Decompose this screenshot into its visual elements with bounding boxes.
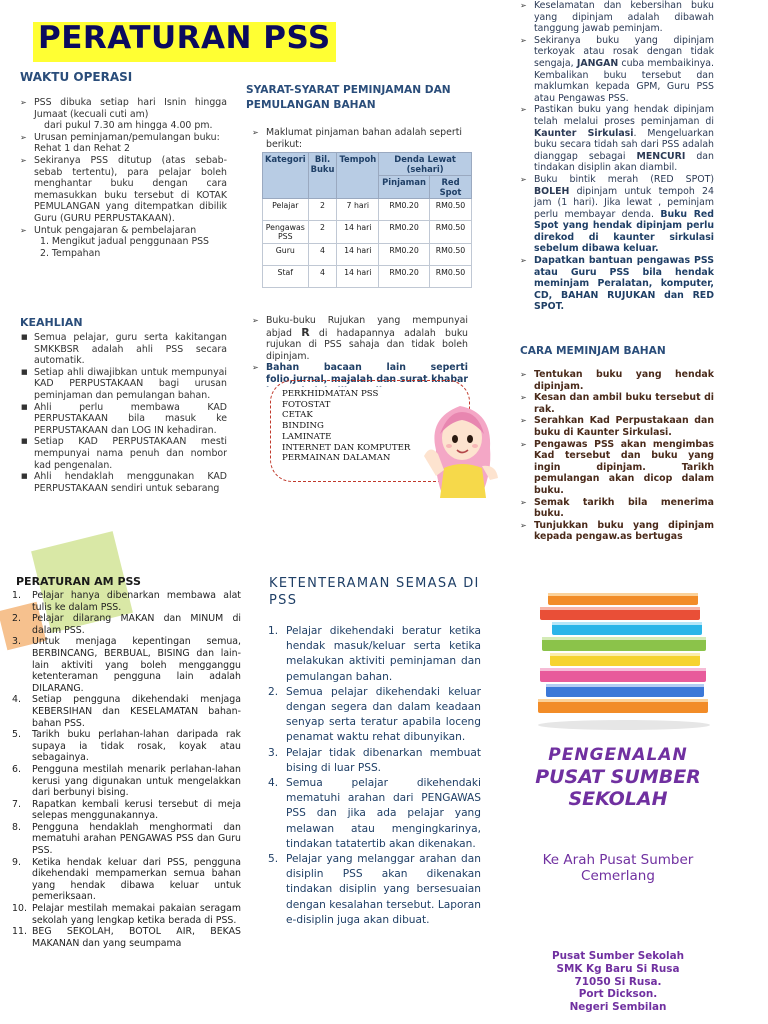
services-list <box>282 389 410 464</box>
list-item: ➢ Buku-buku Rujukan yang mempunyai abjad R di hadapannya adalah buku rujukan di PSS sahaja dan tidak boleh dipinjam. <box>252 315 468 362</box>
syarat-heading: SYARAT-SYARAT PEMINJAMAN DAN PEMULANGAN BAHAN <box>246 84 451 111</box>
list-item: ➢ PSS dibuka setiap hari Isnin hingga Jumaat (kecuali cuti am) dari pukul 7.30 am hingga 4.00 pm. <box>20 97 227 132</box>
table-row: Pengawas PSS 2 14 hari RM0.20 RM0.50 <box>263 221 472 244</box>
list-item: Ketika hendak keluar dari PSS, pengguna dikehendaki mempamerkan semua bahan yang hendak dibawa keluar untuk pemeriksaan. <box>32 856 241 903</box>
service-item: PERMAINAN DALAMAN <box>282 453 391 464</box>
list-item: ➢ Bahan bacaan lain seperti folio,jurnal, majalah dan surat khabar <box>252 362 468 387</box>
cara-heading: CARA MEMINJAM BAHAN <box>520 345 666 357</box>
list-item: ■ Ahli perlu membawa KAD PERPUSTAKAAN bila masuk ke PERPUSTAKAAN dan LOG IN kehadiran. <box>20 402 227 437</box>
keahlian-heading: KEAHLIAN <box>20 316 83 329</box>
table-header: Denda Lewat (sehari) <box>379 153 472 176</box>
list-item: Untuk menjaga kepentingan semua, BERBINCANG, BERBUAL, BISING dan lain-lain aktiviti yang boleh mengganggu ketenteraman pengguna lain adalah DILARANG. <box>32 636 241 694</box>
list-item: BEG SEKOLAH, BOTOL AIR, BEKAS MAKANAN dan yang seumpama <box>32 926 241 949</box>
list-item: ➢ Tentukan buku yang hendak dipinjam. <box>520 369 714 392</box>
table-header: Tempoh <box>337 153 379 199</box>
list-item: ➢ Sekiranya buku yang dipinjam terkoyak atau rosak dengan tidak sengaja, JANGAN cuba membaikinya. Kembalikan buku tersebut dan maklumkan kepada GPM, Guru PSS atau Pengawas PSS. <box>520 35 714 105</box>
list-item: ➢ Keselamatan dan kebersihan buku yang dipinjam adalah dibawah tanggung jawab peminjam. <box>520 0 714 35</box>
cara-list <box>520 369 714 543</box>
list-item: ➢ Kesan dan ambil buku tersebut di rak. <box>520 392 714 415</box>
list-item: Setiap pengguna dikehendaki menjaga KEBERSIHAN dan KESELAMATAN bahan-bahan PSS. <box>32 694 241 729</box>
table-header: Pinjaman <box>379 176 430 199</box>
address-block: Pusat Sumber Sekolah SMK Kg Baru Si Rusa 71050 Si Rusa. Port Dickson. Negeri Sembilan <box>552 950 684 1014</box>
list-item: Pelajar tidak dibenarkan membuat bising di luar PSS. <box>286 746 481 774</box>
list-item: ➢ Untuk pengajaran & pembelajaran 1. Mengikut jadual penggunaan PSS 2. Tempahan <box>20 225 227 260</box>
list-item: ■ Ahli hendaklah menggunakan KAD PERPUSTAKAAN sendiri untuk sebarang <box>20 471 227 494</box>
service-item: CETAK <box>282 410 313 421</box>
list-item: ➢ Urusan peminjaman/pemulangan buku: Rehat 1 dan Rehat 2 <box>20 132 227 155</box>
col3-rules <box>520 0 714 313</box>
service-item: INTERNET DAN KOMPUTER <box>282 442 411 453</box>
list-item: Pengguna mestilah menarik perlahan-lahan kerusi yang digunakan untuk mengelakkan dari berbunyi bising. <box>32 763 241 799</box>
list-item: ➢ Pastikan buku yang hendak dipinjam telah melalui proses peminjaman di Kaunter Sirkulasi. Mengeluarkan buku secara tidah sah dari PSS adalah dianggap sebagai MENCURI dan tindakan disiplin akan diambil. <box>520 104 714 174</box>
table-row: Guru 4 14 hari RM0.20 RM0.50 <box>263 244 472 266</box>
book-stack-illustration <box>534 585 716 735</box>
service-item: BINDING <box>282 421 324 432</box>
services-title: PERKHIDMATAN PSS <box>282 389 379 399</box>
list-item: ➢ Semak tarikh bila menerima buku. <box>520 497 714 520</box>
girl-mascot-illustration <box>420 398 502 502</box>
brand-line3: SEKOLAH <box>568 788 668 810</box>
waktu-heading: WAKTU OPERASI <box>20 70 133 84</box>
list-item: ■ Setiap ahli diwajibkan untuk mempunyai KAD PERPUSTAKAAN bagi urusan peminjaman dan pemulangan bahan. <box>20 367 227 402</box>
syarat-intro <box>252 127 462 150</box>
am-list <box>12 590 241 949</box>
list-item: Pelajar dikehendaki beratur ketika hendak masuk/keluar serta ketika melakukan aktiviti peminjaman dan pemulangan bahan. <box>286 625 481 683</box>
table-header: Bil. Buku <box>308 153 337 199</box>
keahlian-list <box>20 332 227 519</box>
brand-title <box>520 744 716 810</box>
list-item: ➢ Buku bintik merah (RED SPOT) BOLEH dipinjam untuk tempoh 24 jam (1 hari). Jika lewat , peminjam perlu membayar denda. Buku Red Spot yang hendak dipinjam perlu direkod di kaunter sirkulasi sebelum dibawa keluar. <box>520 174 714 255</box>
table-row: Pelajar 2 7 hari RM0.20 RM0.50 <box>263 199 472 221</box>
table-header: Red Spot <box>430 176 472 199</box>
loan-table <box>262 152 472 288</box>
list-item: Pelajar mestilah memakai pakaian seragam sekolah yang lengkap ketika berada di PSS. <box>32 903 241 926</box>
list-item: Pelajar hanya dibenarkan membawa alat tulis ke dalam PSS. <box>32 590 241 613</box>
list-item: ➢ Serahkan Kad Perpustakaan dan buku di Kaunter Sirkulasi. <box>520 415 714 438</box>
brand-line1: PENGENALAN <box>548 745 688 765</box>
table-row: Staf 4 14 hari RM0.20 RM0.50 <box>263 266 472 288</box>
table-header: Kategori <box>263 153 309 199</box>
list-item: ➢ Dapatkan bantuan pengawas PSS atau Guru PSS bila hendak meminjam Peralatan, komputer, CD, BAHAN RUJUKAN dan RED SPOT. <box>520 255 714 313</box>
waktu-list <box>20 97 227 259</box>
service-item: FOTOSTAT <box>282 399 331 410</box>
ketenteraman-heading: KETENTERAMAN SEMASA DI PSS <box>269 576 480 608</box>
list-item: ■ Setiap KAD PERPUSTAKAAN mesti mempunyai nama penuh dan nombor kad pengenalan. <box>20 436 227 471</box>
list-item: Pelajar yang melanggar arahan dan disiplin PSS akan dikenakan tindakan disiplin yang bersesuaian dengan kesalahan tersebut. Laporan e-disiplin juga akan dibuat. <box>286 853 481 926</box>
page-title: PERATURAN PSS <box>38 20 331 56</box>
list-item: ■ Semua pelajar, guru serta kakitangan SMKKBSR adalah ahli PSS secara automatik. <box>20 332 227 367</box>
ketenteraman-list <box>268 624 481 928</box>
list-item: Pelajar dilarang MAKAN dan MINUM di dalam PSS. <box>32 613 241 636</box>
am-heading: PERATURAN AM PSS <box>16 575 141 588</box>
list-item: Semua pelajar dikehendaki keluar dengan segera dan dalam keadaan senyap serta teratur apabila loceng penamat waktu rehat dibunyikan. <box>286 685 481 744</box>
list-item: ➢ Pengawas PSS akan mengimbas Kad tersebut dan buku yang ingin dipinjam. Tarikh pemulangan akan dicop dalam buku. <box>520 439 714 497</box>
list-item: Semua pelajar dikehendaki mematuhi arahan dari PENGAWAS PSS dan jika ada pelajar yang melawan atau mengingkarinya, tindakan tatatertib akan dikenakan. <box>286 777 481 850</box>
list-item: ➢ Maklumat pinjaman bahan adalah seperti berikut: <box>252 127 462 150</box>
list-item: Tarikh buku perlahan-lahan daripada rak supaya ia tidak rosak, koyak atau sebagainya. <box>32 729 241 764</box>
list-item: Rapatkan kembali kerusi tersebut di meja selepas menggunakannya. <box>32 798 241 822</box>
service-item: LAMINATE <box>282 431 332 442</box>
rujukan-list <box>252 315 468 387</box>
list-item: ➢ Tunjukkan buku yang dipinjam kepada pengaw.as bertugas <box>520 520 714 543</box>
list-item: ➢ Sekiranya PSS ditutup (atas sebab-sebab tertentu), para pelajar boleh menghantar buku dengan cara memasukkan buku tersebut di KOTAK PEMULANGAN yang ditempatkan dibilik Guru (GURU PERPUSTAKAAN). <box>20 155 227 225</box>
list-item: Pengguna hendaklah menghormati dan mematuhi arahan PENGAWAS PSS dan Guru PSS. <box>32 821 241 857</box>
tagline: Ke Arah Pusat Sumber Cemerlang <box>542 852 694 884</box>
brand-line2: PUSAT SUMBER <box>535 766 701 788</box>
